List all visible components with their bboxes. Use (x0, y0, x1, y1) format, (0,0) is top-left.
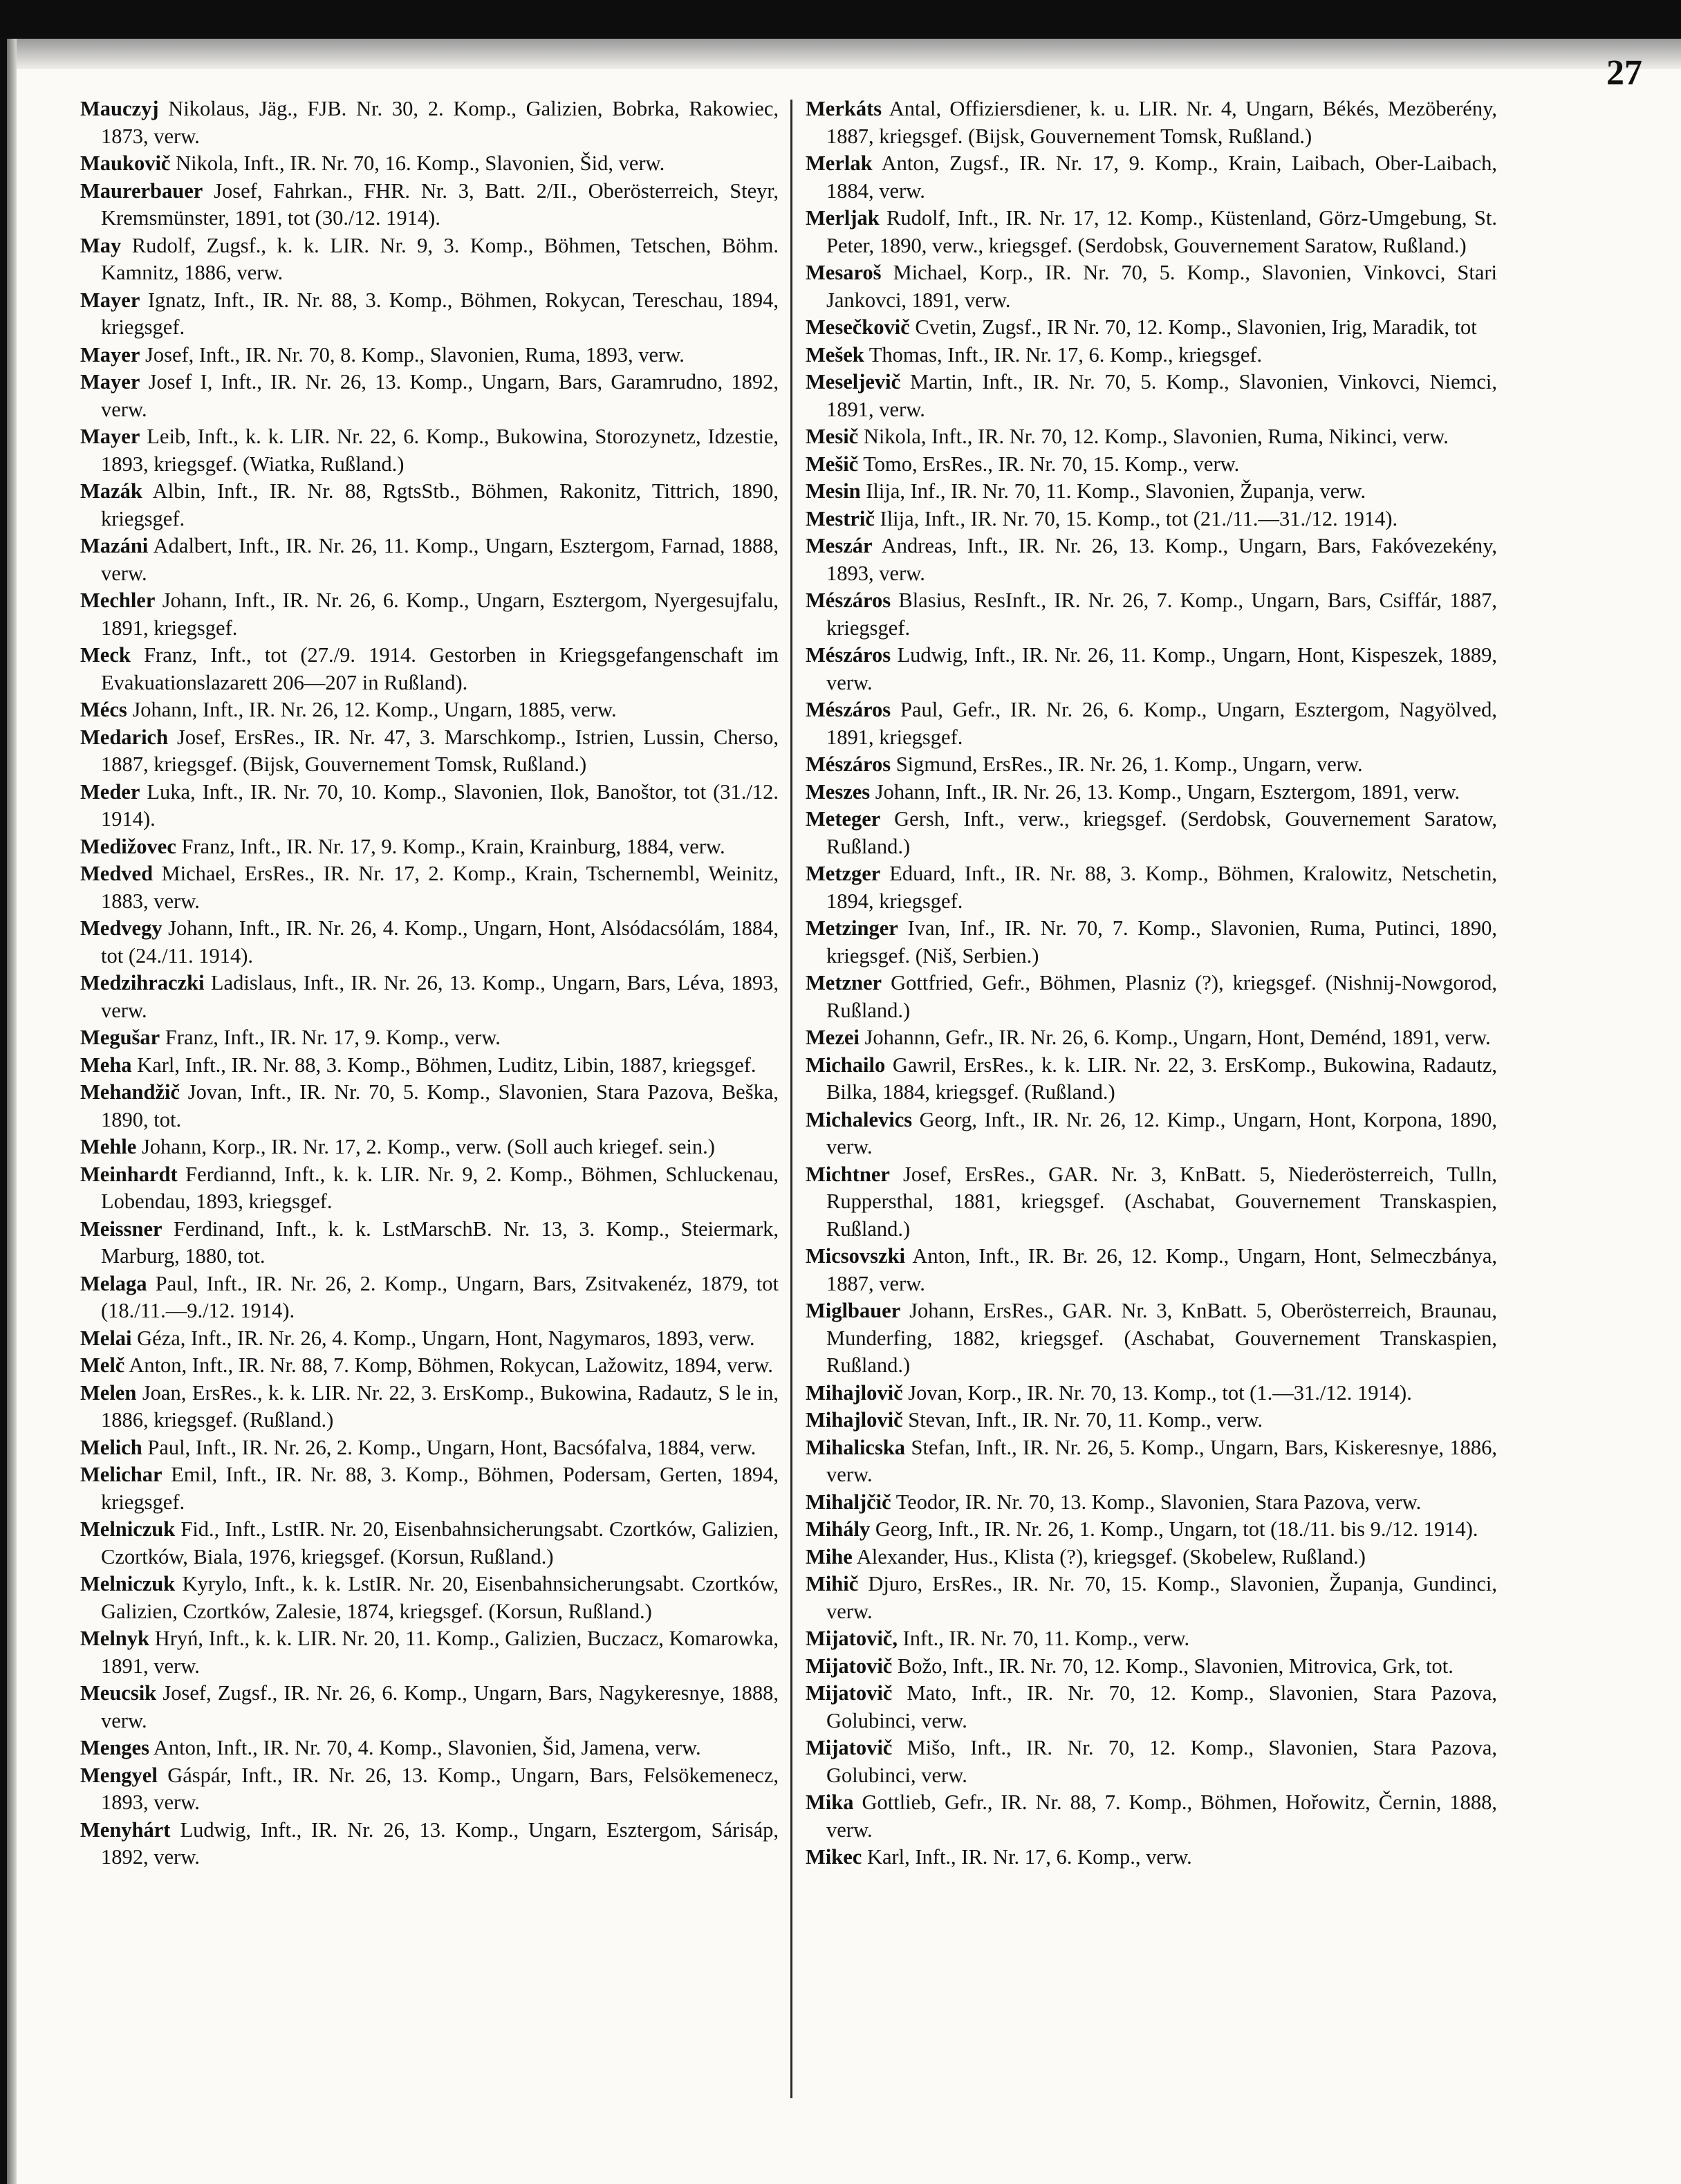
casualty-entry (806, 95, 1497, 150)
entry-surname: Micsovszki (806, 1244, 906, 1268)
entry-details: Johann, ErsRes., GAR. Nr. 3, KnBatt. 5, Oberösterreich, Braunau, Munderfing, 1882, kriegsgef. (Aschabat, Gouvernement Transkaspien, Rußland.) (826, 1299, 1498, 1377)
entry-details: Jovan, Inft., IR. Nr. 70, 5. Komp., Slavonien, Stara Pazova, Beška, 1890, tot. (101, 1080, 779, 1131)
casualty-entry (806, 696, 1497, 751)
casualty-entry (80, 423, 779, 478)
casualty-entry (80, 1625, 779, 1680)
casualty-entry (80, 1133, 779, 1161)
entry-surname: Meseljevič (806, 370, 901, 394)
casualty-entry (806, 423, 1497, 451)
scan-left-edge (7, 39, 17, 2184)
entry-surname: Mayer (80, 425, 140, 448)
entry-details: Paul, Inft., IR. Nr. 26, 2. Komp., Ungarn, Bars, Zsitvakenéz, 1879, tot (18./11.—9./12. 1914). (101, 1271, 779, 1322)
entry-details: Rudolf, Inft., IR. Nr. 17, 12. Komp., Küstenland, Görz-Umgebung, St. Peter, 1890, verw., kriegsgef. (Serdobsk, Gouvernement Saratow, Rußland.) (826, 206, 1497, 257)
entry-surname: Merkáts (806, 97, 882, 120)
casualty-entry (80, 1762, 779, 1817)
entry-surname: Meha (80, 1053, 132, 1077)
entry-details: Ignatz, Inft., IR. Nr. 88, 3. Komp., Böhmen, Rokycan, Tereschau, 1894, kriegsgef. (101, 288, 779, 339)
entry-details: Inft., IR. Nr. 70, 11. Komp., verw. (902, 1627, 1190, 1650)
casualty-entry (806, 1789, 1497, 1844)
entry-details: Josef, ErsRes., GAR. Nr. 3, KnBatt. 5, Niederösterreich, Tulln, Ruppersthal, 1881, kriegsgef. (Aschabat, Gouvernement Transkaspien, Rußland.) (826, 1162, 1497, 1241)
entry-surname: Mesaroš (806, 261, 882, 284)
entry-details: Ivan, Inf., IR. Nr. 70, 7. Komp., Slavonien, Ruma, Putinci, 1890, kriegsgef. (Niš, Serbien.) (826, 916, 1497, 968)
casualty-entry (80, 150, 779, 178)
entry-surname: Meteger (806, 807, 881, 831)
entry-details: Gottfried, Gefr., Böhmen, Plasniz (?), kriegsgef. (Nishnij-Nowgorod, Rußland.) (826, 971, 1498, 1022)
casualty-entry (80, 1161, 779, 1216)
entry-surname: Mikec (806, 1845, 862, 1869)
casualty-entry (80, 1434, 779, 1462)
casualty-entry (80, 1052, 779, 1080)
entry-details: Emil, Inft., IR. Nr. 88, 3. Komp., Böhmen, Podersam, Gerten, 1894, kriegsgef. (101, 1463, 779, 1514)
entry-surname: Miglbauer (806, 1299, 901, 1322)
entry-details: Johannn, Gefr., IR. Nr. 26, 6. Komp., Ungarn, Hont, Deménd, 1891, verw. (864, 1026, 1491, 1049)
entry-surname: Mijatovič (806, 1654, 893, 1678)
casualty-entry (80, 1024, 779, 1052)
entry-surname: Maurerbauer (80, 178, 203, 203)
entry-details: Ludwig, Inft., IR. Nr. 26, 11. Komp., Ungarn, Hont, Kispeszek, 1889, verw. (826, 643, 1498, 694)
entry-surname: Mauczyj (80, 97, 159, 120)
entry-details: Karl, Inft., IR. Nr. 88, 3. Komp., Böhmen, Luditz, Libin, 1887, kriegsgef. (137, 1053, 756, 1077)
entry-details: Anton, Inft., IR. Br. 26, 12. Komp., Ungarn, Hont, Selmeczbánya, 1887, verw. (826, 1244, 1497, 1295)
casualty-entry (80, 1380, 779, 1434)
entry-details: Paul, Inft., IR. Nr. 26, 2. Komp., Ungarn, Hont, Bacsófalva, 1884, verw. (147, 1435, 756, 1459)
casualty-entry (806, 259, 1497, 314)
entry-details: Josef, Fahrkan., FHR. Nr. 3, Batt. 2/II., Oberösterreich, Steyr, Kremsmünster, 1891, tot (30./12. 1914). (101, 178, 779, 230)
casualty-entry (80, 915, 779, 970)
entry-details: Ilija, Inft., IR. Nr. 70, 15. Komp., tot (21./11.—31./12. 1914). (880, 506, 1398, 530)
entry-surname: Metzger (806, 862, 881, 885)
entry-details: Martin, Inft., IR. Nr. 70, 5. Komp., Slavonien, Vinkovci, Niemci, 1891, verw. (826, 370, 1498, 421)
entry-surname: Meck (80, 643, 131, 667)
casualty-entry (80, 287, 779, 342)
entry-surname: Mayer (80, 288, 140, 312)
entry-details: Anton, Zugsf., IR. Nr. 17, 9. Komp., Krain, Laibach, Ober-Laibach, 1884, verw. (826, 151, 1497, 203)
entry-surname: Meinhardt (80, 1162, 178, 1186)
entry-surname: Mazáni (80, 534, 149, 557)
entry-surname: Mécs (80, 698, 127, 721)
entry-surname: Mešek (806, 342, 864, 367)
entry-surname: Meissner (80, 1216, 162, 1241)
entry-details: Josef, ErsRes., IR. Nr. 47, 3. Marschkomp., Istrien, Lussin, Cherso, 1887, kriegsgef. (Bijsk, Gouvernement Tomsk, Rußland.) (101, 725, 779, 776)
casualty-entry (80, 1325, 779, 1353)
entry-surname: Medved (80, 862, 154, 885)
entry-details: Franz, Inft., IR. Nr. 17, 9. Komp., verw. (165, 1026, 501, 1049)
entry-surname: Melichar (80, 1463, 162, 1486)
entry-details: Leib, Inft., k. k. LIR. Nr. 22, 6. Komp., Bukowina, Storozynetz, Idzestie, 1893, kriegsgef. (Wiatka, Rußland.) (101, 425, 779, 476)
entry-surname: Mesin (806, 479, 861, 503)
entry-details: Franz, Inft., IR. Nr. 17, 9. Komp., Krain, Krainburg, 1884, verw. (181, 834, 725, 858)
entry-details: Alexander, Hus., Klista (?), kriegsgef. (Skobelew, Rußland.) (856, 1544, 1366, 1568)
entry-surname: Mijatovič (806, 1681, 893, 1705)
casualty-entry (806, 806, 1497, 860)
entry-surname: Melich (80, 1435, 142, 1459)
entry-surname: Melaga (80, 1271, 147, 1295)
casualty-entry (806, 1844, 1497, 1871)
entry-surname: Mehle (80, 1135, 137, 1158)
entry-details: Luka, Inft., IR. Nr. 70, 10. Komp., Slavonien, Ilok, Banoštor, tot (31./12. 1914). (101, 779, 779, 831)
entry-details: Hryń, Inft., k. k. LIR. Nr. 20, 11. Komp., Galizien, Buczacz, Komarowka, 1891, verw. (101, 1627, 779, 1678)
page-number: 27 (1606, 53, 1642, 93)
casualty-entry (80, 833, 779, 861)
casualty-entry (80, 178, 779, 232)
casualty-entry (80, 970, 779, 1024)
casualty-entry (806, 642, 1497, 696)
entry-surname: Meder (80, 779, 140, 804)
entry-details: Johann, Inft., IR. Nr. 26, 6. Komp., Ungarn, Esztergom, Nyergesujfalu, 1891, kriegsgef. (101, 589, 779, 640)
entry-details: Sigmund, ErsRes., IR. Nr. 26, 1. Komp., Ungarn, verw. (895, 752, 1363, 776)
entry-surname: Mihajlovič (806, 1408, 903, 1432)
entry-surname: Medzihraczki (80, 971, 205, 994)
entry-details: Tomo, ErsRes., IR. Nr. 70, 15. Komp., verw. (863, 452, 1240, 476)
entry-details: Johann, Inft., IR. Nr. 26, 13. Komp., Ungarn, Esztergom, 1891, verw. (875, 779, 1460, 804)
casualty-entry (806, 314, 1497, 342)
casualty-entry (80, 1571, 779, 1625)
entry-details: Georg, Inft., IR. Nr. 26, 1. Komp., Ungarn, tot (18./11. bis 9./12. 1914). (875, 1517, 1478, 1541)
column-divider (790, 100, 792, 2098)
entry-surname: Mijatovič (806, 1736, 893, 1759)
entry-surname: Mészáros (806, 752, 891, 776)
casualty-entry (80, 724, 779, 779)
entry-surname: Megušar (80, 1026, 160, 1049)
entry-details: Thomas, Inft., IR. Nr. 17, 6. Komp., kriegsgef. (869, 342, 1263, 367)
casualty-entry (806, 1297, 1497, 1380)
entry-surname: Mihe (806, 1544, 853, 1568)
entry-details: Cvetin, Zugsf., IR Nr. 70, 12. Komp., Slavonien, Irig, Maradik, tot (915, 315, 1477, 339)
entry-details: Karl, Inft., IR. Nr. 17, 6. Komp., verw. (866, 1845, 1192, 1869)
casualty-entry (806, 779, 1497, 806)
casualty-entry (806, 451, 1497, 479)
casualty-entry (80, 642, 779, 696)
casualty-entry (806, 369, 1497, 423)
casualty-entry (80, 95, 779, 150)
entry-surname: Mestrič (806, 506, 875, 530)
entry-surname: Menges (80, 1736, 149, 1759)
casualty-entry (806, 342, 1497, 369)
casualty-entry (806, 1489, 1497, 1517)
entry-details: Nikola, Inft., IR. Nr. 70, 12. Komp., Slavonien, Ruma, Nikinci, verw. (863, 425, 1449, 448)
entry-details: Josef, Inft., IR. Nr. 70, 8. Komp., Slavonien, Ruma, 1893, verw. (145, 342, 685, 367)
casualty-entry (806, 1544, 1497, 1571)
entry-details: Johann, Korp., IR. Nr. 17, 2. Komp., verw. (Soll auch kriegef. sein.) (141, 1135, 715, 1158)
entry-details: Georg, Inft., IR. Nr. 26, 12. Kimp., Ungarn, Hont, Korpona, 1890, verw. (826, 1107, 1498, 1158)
casualty-entry (806, 1024, 1497, 1052)
entry-surname: Melč (80, 1353, 125, 1377)
entry-surname: Medižovec (80, 834, 176, 858)
scan-top-edge (7, 39, 1681, 69)
casualty-entry (80, 779, 779, 833)
casualty-entry (80, 533, 779, 587)
entry-details: Eduard, Inft., IR. Nr. 88, 3. Komp., Böhmen, Kralowitz, Netschetin, 1894, kriegsgef. (826, 862, 1497, 913)
entry-details: Gawril, ErsRes., k. k. LIR. Nr. 22, 3. ErsKomp., Bukowina, Radautz, Bilka, 1884, kriegsgef. (Rußland.) (826, 1053, 1498, 1104)
entry-surname: Mihajlovič (806, 1380, 903, 1405)
casualty-entry (806, 1516, 1497, 1544)
casualty-entry (80, 232, 779, 287)
entry-surname: Medvegy (80, 916, 162, 940)
entry-surname: Meszár (806, 534, 873, 557)
entry-surname: Melniczuk (80, 1517, 176, 1541)
entry-details: Gottlieb, Gefr., IR. Nr. 88, 7. Komp., Böhmen, Hořowitz, Černin, 1888, verw. (826, 1790, 1498, 1842)
entry-details: Johann, Inft., IR. Nr. 26, 12. Komp., Ungarn, 1885, verw. (132, 698, 617, 721)
entry-details: Stefan, Inft., IR. Nr. 26, 5. Komp., Ungarn, Bars, Kiskeresnye, 1886, verw. (826, 1435, 1498, 1486)
casualty-entry (80, 1734, 779, 1762)
entry-details: Michael, Korp., IR. Nr. 70, 5. Komp., Slavonien, Vinkovci, Stari Jankovci, 1891, verw. (826, 261, 1497, 312)
casualty-entry (80, 478, 779, 533)
entry-surname: Mehandžič (80, 1080, 180, 1104)
casualty-entry (806, 970, 1497, 1024)
entry-surname: Mészáros (806, 698, 891, 721)
casualty-entry (80, 1680, 779, 1734)
entry-surname: Mijatovič, (806, 1627, 898, 1650)
entry-details: Anton, Inft., IR. Nr. 88, 7. Komp, Böhmen, Rokycan, Lažowitz, 1894, verw. (129, 1353, 773, 1377)
entry-details: Božo, Inft., IR. Nr. 70, 12. Komp., Slavonien, Mitrovica, Grk, tot. (897, 1654, 1454, 1678)
entry-details: Mišo, Inft., IR. Nr. 70, 12. Komp., Slavonien, Stara Pazova, Golubinci, verw. (826, 1736, 1498, 1787)
casualty-entry (80, 1461, 779, 1516)
entry-surname: Melniczuk (80, 1572, 176, 1595)
entry-details: Rudolf, Zugsf., k. k. LIR. Nr. 9, 3. Komp., Böhmen, Tetschen, Böhm. Kamnitz, 1886, verw. (101, 233, 779, 284)
entry-details: Nikolaus, Jäg., FJB. Nr. 30, 2. Komp., Galizien, Bobrka, Rakowiec, 1873, verw. (101, 97, 779, 148)
entry-surname: Meszes (806, 779, 871, 804)
casualty-entry (806, 533, 1497, 587)
entry-surname: Mihály (806, 1517, 871, 1541)
entry-surname: Mika (806, 1790, 854, 1814)
entry-details: Albin, Inft., IR. Nr. 88, RgtsStb., Böhmen, Rakonitz, Tittrich, 1890, kriegsgef. (101, 479, 779, 530)
entry-details: Ludwig, Inft., IR. Nr. 26, 13. Komp., Ungarn, Esztergom, Sárisáp, 1892, verw. (101, 1817, 779, 1869)
entry-surname: Mihič (806, 1572, 859, 1595)
casualty-entry (806, 1734, 1497, 1789)
casualty-entry (806, 915, 1497, 970)
entry-surname: Melai (80, 1326, 132, 1350)
entry-details: Josef I, Inft., IR. Nr. 26, 13. Komp., Ungarn, Bars, Garamrudno, 1892, verw. (101, 370, 779, 421)
entry-surname: Mayer (80, 370, 140, 394)
entry-details: Gáspár, Inft., IR. Nr. 26, 13. Komp., Ungarn, Bars, Felsökemenecz, 1893, verw. (101, 1763, 779, 1814)
entry-details: Paul, Gefr., IR. Nr. 26, 6. Komp., Ungarn, Esztergom, Nagyölved, 1891, kriegsgef. (826, 698, 1498, 749)
entry-surname: Mazák (80, 479, 142, 503)
casualty-entry (806, 1161, 1497, 1243)
entry-details: Kyrylo, Inft., k. k. LstIR. Nr. 20, Eisenbahnsicherungsabt. Czortków, Galizien, Czortków, Zalesie, 1874, kriegsgef. (Korsun, Rußland.) (101, 1572, 779, 1623)
entry-surname: Maukovič (80, 151, 171, 175)
casualty-entry (80, 342, 779, 369)
right-column (806, 95, 1497, 1871)
casualty-entry (806, 205, 1497, 259)
left-column (80, 95, 779, 1871)
entry-surname: Mesič (806, 425, 859, 448)
casualty-entry (806, 1680, 1497, 1734)
entry-surname: Mészáros (806, 589, 891, 612)
entry-details: Djuro, ErsRes., IR. Nr. 70, 15. Komp., Slavonien, Županja, Gundinci, verw. (826, 1572, 1497, 1623)
entry-details: Ferdinand, Inft., k. k. LstMarschB. Nr. 13, 3. Komp., Steiermark, Marburg, 1880, tot. (101, 1216, 779, 1268)
casualty-entry (80, 1817, 779, 1871)
entry-surname: Melen (80, 1380, 137, 1405)
entry-details: Antal, Offiziersdiener, k. u. LIR. Nr. 4, Ungarn, Békés, Mezöberény, 1887, kriegsgef. (Bijsk, Gouvernement Tomsk, Rußland.) (826, 97, 1497, 148)
casualty-entry (80, 1270, 779, 1325)
casualty-entry (806, 1653, 1497, 1681)
casualty-entry (80, 860, 779, 915)
document-sheet (7, 39, 1681, 2184)
casualty-entry (806, 587, 1497, 642)
entry-surname: Mechler (80, 589, 156, 612)
entry-details: Ladislaus, Inft., IR. Nr. 26, 13. Komp., Ungarn, Bars, Léva, 1893, verw. (101, 971, 779, 1022)
casualty-entry (806, 1107, 1497, 1161)
entry-surname: Mayer (80, 342, 140, 367)
entry-surname: Mihalicska (806, 1435, 906, 1459)
casualty-entry (806, 1434, 1497, 1489)
entry-surname: Mészáros (806, 643, 891, 667)
entry-surname: Mezei (806, 1026, 860, 1049)
entry-details: Joan, ErsRes., k. k. LIR. Nr. 22, 3. ErsKomp., Bukowina, Radautz, S le in, 1886, kriegsgef. (Rußland.) (101, 1380, 779, 1432)
entry-details: Géza, Inft., IR. Nr. 26, 4. Komp., Ungarn, Hont, Nagymaros, 1893, verw. (137, 1326, 755, 1350)
entry-details: Michael, ErsRes., IR. Nr. 17, 2. Komp., Krain, Tschernembl, Weinitz, 1883, verw. (101, 862, 779, 913)
casualty-entry (80, 1516, 779, 1571)
entry-surname: Melnyk (80, 1627, 149, 1650)
casualty-entry (80, 1352, 779, 1380)
casualty-entry (80, 369, 779, 423)
casualty-entry (806, 1380, 1497, 1407)
entry-surname: Merljak (806, 206, 880, 230)
entry-details: Ilija, Inf., IR. Nr. 70, 11. Komp., Slavonien, Županja, verw. (866, 479, 1366, 503)
casualty-entry (806, 1052, 1497, 1107)
entry-surname: Metzner (806, 971, 882, 994)
entry-details: Andreas, Inft., IR. Nr. 26, 13. Komp., Ungarn, Bars, Fakóvezekény, 1893, verw. (826, 534, 1497, 585)
entry-surname: Merlak (806, 151, 873, 175)
casualty-entry (80, 696, 779, 724)
entry-surname: May (80, 233, 122, 257)
casualty-entry (806, 751, 1497, 779)
entry-details: Mato, Inft., IR. Nr. 70, 12. Komp., Slavonien, Stara Pazova, Golubinci, verw. (826, 1681, 1497, 1732)
casualty-entry (806, 1625, 1497, 1653)
entry-surname: Mengyel (80, 1763, 158, 1787)
entry-details: Adalbert, Inft., IR. Nr. 26, 11. Komp., Ungarn, Esztergom, Farnad, 1888, verw. (101, 534, 779, 585)
entry-details: Josef, Zugsf., IR. Nr. 26, 6. Komp., Ungarn, Bars, Nagykeresnye, 1888, verw. (101, 1681, 779, 1732)
entry-details: Ferdiannd, Inft., k. k. LIR. Nr. 9, 2. Komp., Böhmen, Schluckenau, Lobendau, 1893, kriegsgef. (101, 1162, 779, 1213)
entry-surname: Menyhárt (80, 1817, 171, 1842)
entry-surname: Meucsik (80, 1681, 157, 1705)
casualty-entry (806, 506, 1497, 533)
casualty-entry (806, 860, 1497, 915)
casualty-entry (80, 1216, 779, 1270)
entry-details: Blasius, ResInft., IR. Nr. 26, 7. Komp., Ungarn, Bars, Csiffár, 1887, kriegsgef. (826, 589, 1498, 640)
casualty-entry (80, 587, 779, 642)
casualty-entry (806, 478, 1497, 506)
entry-details: Anton, Inft., IR. Nr. 70, 4. Komp., Slavonien, Šid, Jamena, verw. (153, 1736, 701, 1759)
entry-surname: Michalevics (806, 1107, 913, 1131)
entry-surname: Michailo (806, 1053, 886, 1077)
entry-surname: Michtner (806, 1162, 890, 1186)
entry-surname: Metzinger (806, 916, 898, 940)
entry-details: Nikola, Inft., IR. Nr. 70, 16. Komp., Slavonien, Šid, verw. (176, 151, 665, 175)
entry-details: Franz, Inft., tot (27./9. 1914. Gestorben in Kriegsgefangenschaft im Evakuationslazarett 206—207 in Rußland). (101, 643, 779, 694)
entry-details: Teodor, IR. Nr. 70, 13. Komp., Slavonien, Stara Pazova, verw. (895, 1490, 1422, 1514)
entry-details: Gersh, Inft., verw., kriegsgef. (Serdobsk, Gouvernement Saratow, Rußland.) (826, 807, 1497, 858)
entry-surname: Mesečkovič (806, 315, 910, 339)
entry-details: Johann, Inft., IR. Nr. 26, 4. Komp., Ungarn, Hont, Alsódacsólám, 1884, tot (24./11. 1914). (101, 916, 779, 968)
casualty-entry (80, 1079, 779, 1133)
entry-details: Jovan, Korp., IR. Nr. 70, 13. Komp., tot (1.—31./12. 1914). (908, 1380, 1412, 1405)
casualty-entry (806, 1571, 1497, 1625)
entry-surname: Mihaljčič (806, 1490, 891, 1514)
entry-surname: Mešič (806, 452, 859, 476)
entry-details: Stevan, Inft., IR. Nr. 70, 11. Komp., verw. (908, 1408, 1263, 1432)
casualty-entry (806, 1243, 1497, 1297)
entry-surname: Medarich (80, 725, 169, 749)
entry-details: Fid., Inft., LstIR. Nr. 20, Eisenbahnsicherungsabt. Czortków, Galizien, Czortków, Biala, 1976, kriegsgef. (Korsun, Rußland.) (101, 1517, 779, 1568)
casualty-entry (806, 1407, 1497, 1434)
casualty-entry (806, 150, 1497, 205)
